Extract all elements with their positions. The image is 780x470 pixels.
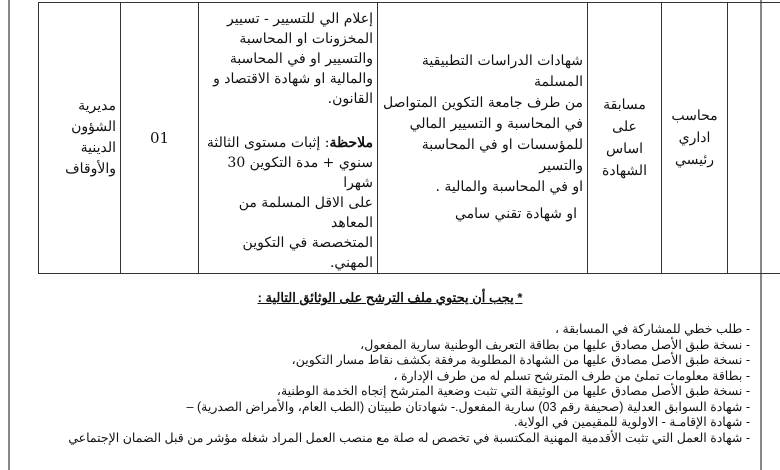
text-line: الشؤون [71,119,116,135]
note-label: ملاحظة [329,135,373,151]
table-row [39,3,780,274]
text-line: شهادات الدراسات التطبيقية المسلمة [421,53,583,90]
text-line: والأوقاف [65,161,116,177]
documents-heading: * يجب أن يحتوي ملف الترشح على الوثائق التالية : [257,290,523,305]
text-line: او شهادة تقني سامي [454,206,577,222]
list-item: - طلب خطي للمشاركة في المسابقة ، [555,322,750,336]
text-line: على الاقل المسلمة من المعاهد [238,195,373,231]
text-line: إعلام الي للتسيير - تسيير [227,11,373,27]
text-line: سنوي + مدة التكوين 30 شهرا [227,155,373,191]
text-line: الشهادة [602,163,647,179]
text-line: محاسب [671,108,718,124]
directorate-cell [39,3,121,274]
list-item: - نسخة طبق الأصل مصادق عليها من الشهادة المطلوبة مرفقة بكشف نقاط مسار التكوين، [291,353,750,367]
documents-list [20,322,750,446]
job-table [38,2,780,274]
diplomas-cell [378,3,588,274]
text-line: اساس [606,141,643,157]
list-item: - شهادة السوابق العدلية (صحيفة رقم 03) سارية المفعول.- شهادتان طبيتان (الطب العام، والأمراض الصدرية) – [186,399,750,414]
text-line: إثبات مستوى الثالثة [206,135,321,151]
list-item: - نسخة طبق الأصل مصادق عليها من الوثيقة التي تثبت وضعية المترشح إتجاه الخدمة الوطنية، [276,384,750,398]
text-line: في المحاسبة و التسيير المالي [409,116,583,132]
text-line: مسابقة على [603,97,646,135]
text-line: والتسيير او في المحاسبة [229,51,373,67]
page-border-left [8,0,10,470]
conditions-cell: إعلام الي للتسيير - تسيير المخزونات او المحاسبة والتسيير او في المحاسبة والمالية او شهادة الاقتصاد و القانون. ملاحظة: إثبات مستوى الثالثة سنوي + مدة التكوين 30 شهرا على الاقل المسلمة من المعاهد المتخصصة في التكوين المهني. [199,3,378,274]
text-line: مديرية [78,98,116,114]
positions-count-cell: 01 [121,3,199,274]
recruitment-mode-cell [588,3,662,274]
list-item: - نسخة طبق الأصل مصادق عليها من بطاقة التعريف الوطنية سارية المفعول، [360,337,750,352]
job-title-cell [662,3,728,274]
text-line: والمالية او شهادة الاقتصاد و [213,71,373,87]
text-line: للمؤسسات او في المحاسبة والتسير [421,137,583,174]
list-item: - بطاقة معلومات تملئ من طرف المترشح تسلم له من طرف الإدارة ، [393,368,750,383]
text-line: من طرف جامعة التكوين المتواصل [383,95,583,111]
list-item: - شهادة العمل التي تثبت الأقدمية المهنية المكتسبة في تخصص له صلة مع منصب العمل المراد شغله مؤشر من قبل الضمان الإجتماعي [68,430,750,445]
text-line: او في المحاسبة والمالية . [435,179,583,195]
text-line: الدينية [80,140,116,156]
empty-cell [728,3,780,274]
text-line: القانون. [327,91,373,107]
text-line: المهني. [329,255,373,271]
text-line: رئيسي [674,152,715,168]
text-line: المخزونات او المحاسبة [239,31,373,47]
text-line: اداري [678,130,711,146]
list-item: - شهادة الإقامـة - الاولوية للمقيمين في الولاية. [513,415,750,429]
text-line: المتخصصة في التكوين [242,235,373,251]
